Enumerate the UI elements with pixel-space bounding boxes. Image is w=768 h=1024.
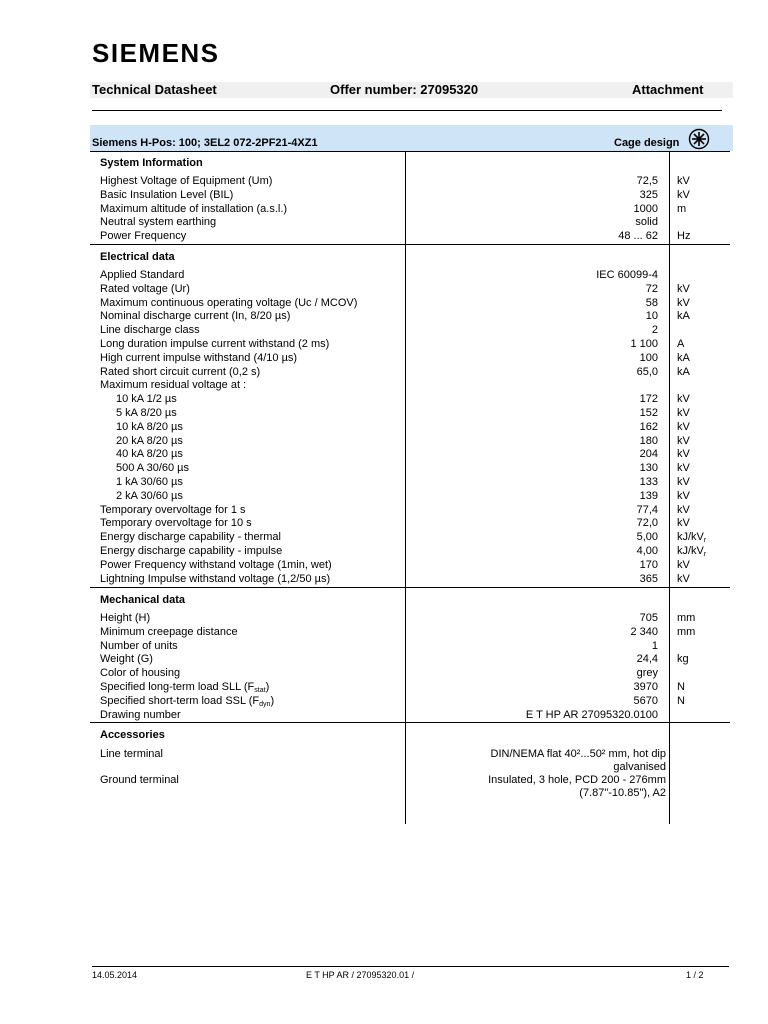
header-title: Technical Datasheet — [92, 82, 217, 97]
row-value: 72,0 — [636, 517, 658, 530]
table-row — [90, 189, 730, 203]
row-unit: kA — [677, 365, 690, 378]
row-value: 139 — [639, 489, 658, 502]
row-label: Temporary overvoltage for 10 s — [100, 517, 252, 530]
table-row — [90, 379, 730, 393]
row-unit: kV — [677, 462, 690, 475]
row-unit: mm — [677, 612, 696, 624]
product-name: Siemens H-Pos: 100; 3EL2 072-2PF21-4XZ1 — [92, 137, 318, 149]
row-label: Number of units — [100, 639, 178, 652]
row-value: 130 — [639, 462, 658, 475]
ground-terminal-line-2: (7.87"-10.85"), A2 — [579, 787, 666, 799]
table-row — [90, 640, 730, 654]
row-value: 72,5 — [636, 175, 658, 187]
row-value: E T HP AR 27095320.0100 — [525, 708, 658, 721]
row-label: Maximum continuous operating voltage (Uc / MCOV) — [100, 296, 358, 309]
row-label: Rated short circuit current (0,2 s) — [100, 365, 261, 378]
row-label: Power Frequency withstand voltage (1min, wet) — [100, 558, 332, 571]
row-value: 705 — [639, 612, 658, 624]
siemens-logo: SIEMENS — [92, 38, 220, 68]
table-top-rule — [90, 151, 730, 152]
table-row — [90, 695, 730, 709]
footer-page-number: 1 / 2 — [686, 970, 704, 980]
footer-document-id: E T HP AR / 27095320.01 / — [306, 970, 415, 980]
table-row — [90, 681, 730, 695]
row-value: 65,0 — [636, 365, 658, 378]
row-value: 2 — [651, 324, 658, 337]
table-row — [90, 653, 730, 667]
cage-design-label: Cage design — [614, 137, 680, 149]
table-row — [90, 421, 730, 435]
line-terminal-value — [386, 748, 666, 774]
row-value: 1 100 — [630, 338, 658, 350]
table-row — [90, 667, 730, 681]
document-header — [90, 82, 733, 98]
row-value: 24,4 — [636, 653, 658, 666]
row-label: Basic Insulation Level (BIL) — [100, 188, 234, 201]
section-title-accessories: Accessories — [100, 729, 165, 741]
table-row — [90, 476, 730, 490]
section-title-system-information: System Information — [100, 157, 203, 169]
section-title-mechanical-data: Mechanical data — [100, 594, 185, 606]
row-value: 325 — [639, 188, 658, 201]
section-title-electrical-data: Electrical data — [100, 251, 175, 263]
row-label: 1 kA 30/60 µs — [116, 476, 183, 488]
table-row — [90, 230, 730, 244]
ground-terminal-value — [386, 774, 666, 800]
row-unit: kV — [677, 572, 690, 585]
line-terminal-line-1: DIN/NEMA flat 40²...50² mm, hot dip — [490, 748, 666, 760]
table-row — [90, 504, 730, 518]
table-row — [90, 338, 730, 352]
row-label: Specified long-term load SLL $(F_{stat})$ — [100, 681, 270, 694]
line-terminal-line-2: galvanised — [613, 761, 666, 773]
table-row — [90, 559, 730, 573]
row-label: Long duration impulse current withstand (2 ms) — [100, 338, 330, 350]
row-value: 180 — [639, 434, 658, 447]
row-unit: mm — [677, 625, 696, 638]
attachment-label: Attachment — [632, 82, 704, 97]
table-row — [90, 366, 730, 380]
table-row — [90, 517, 730, 531]
footer-divider — [92, 966, 729, 967]
row-value: 5,00 — [636, 531, 658, 544]
row-unit: kV — [677, 420, 690, 433]
table-row — [90, 203, 730, 217]
row-label: 10 kA 1/2 µs — [116, 393, 177, 406]
row-unit: m — [677, 202, 687, 215]
row-unit: kV — [677, 188, 690, 201]
row-label: Lightning Impulse withstand voltage (1,2/50 µs) — [100, 572, 331, 585]
row-value: 100 — [639, 351, 658, 364]
row-label: 5 kA 8/20 µs — [116, 407, 177, 419]
table-row — [90, 531, 730, 545]
table-row — [90, 216, 730, 230]
row-label: High current impulse withstand (4/10 µs) — [100, 351, 298, 364]
table-row — [90, 269, 730, 283]
row-value: 162 — [639, 420, 658, 433]
table-row — [90, 175, 730, 189]
row-unit: kV — [677, 448, 690, 461]
row-value: solid — [635, 216, 658, 229]
row-value: 58 — [645, 296, 658, 309]
table-row — [90, 324, 730, 338]
row-label: Line discharge class — [100, 324, 200, 337]
row-unit: $kJ/kV_r$ — [677, 545, 707, 558]
row-label: Energy discharge capability - impulse — [100, 545, 283, 557]
row-unit: kg — [677, 653, 689, 666]
row-label: Maximum altitude of installation (a.s.l.) — [100, 202, 288, 215]
row-label: Specified short-term load SSL $(F_{dyn})$ — [100, 694, 275, 708]
row-label: Energy discharge capability - thermal — [100, 531, 281, 544]
row-value: 170 — [639, 558, 658, 571]
row-value: 72 — [645, 282, 658, 295]
offer-number: Offer number: 27095320 — [330, 82, 479, 97]
row-label: Minimum creepage distance — [100, 625, 238, 638]
product-bar — [90, 125, 733, 151]
section-rule — [90, 587, 730, 588]
row-unit: kV — [677, 476, 690, 488]
row-label: Highest Voltage of Equipment (Um) — [100, 175, 273, 187]
row-unit: kV — [677, 393, 690, 406]
row-label: Maximum residual voltage at : — [100, 379, 247, 392]
row-unit: Hz — [677, 230, 691, 243]
row-value: 152 — [639, 407, 658, 419]
table-row — [90, 612, 730, 626]
row-unit: N — [677, 694, 685, 707]
header-divider — [92, 110, 722, 111]
row-unit: kV — [677, 558, 690, 571]
row-unit: kV — [677, 175, 690, 187]
row-label: 10 kA 8/20 µs — [116, 420, 183, 433]
row-label: 2 kA 30/60 µs — [116, 489, 183, 502]
row-value: IEC 60099-4 — [596, 269, 658, 281]
row-value: 3970 — [633, 681, 658, 693]
cage-design-icon — [688, 128, 710, 150]
table-row — [90, 407, 730, 421]
row-unit: A — [677, 338, 685, 350]
row-unit: kV — [677, 489, 690, 502]
row-value: 10 — [645, 310, 658, 323]
row-unit: kV — [677, 517, 690, 530]
table-row — [90, 709, 730, 723]
row-value: 48 ... 62 — [618, 230, 658, 243]
table-row — [90, 448, 730, 462]
row-label: Height (H) — [100, 612, 151, 624]
table-row — [90, 573, 730, 587]
line-terminal-label: Line terminal — [100, 748, 163, 760]
row-unit: $kJ/kV_r$ — [677, 531, 707, 545]
row-unit: kV — [677, 282, 690, 295]
row-unit: kV — [677, 434, 690, 447]
table-row — [90, 283, 730, 297]
row-unit: kV — [677, 503, 690, 516]
row-label: Weight (G) — [100, 653, 153, 666]
row-value: 77,4 — [636, 503, 658, 516]
row-value: 133 — [639, 476, 658, 488]
row-value: 204 — [639, 448, 658, 461]
row-label: Applied Standard — [100, 269, 185, 281]
row-value: 1000 — [633, 202, 658, 215]
row-value: 172 — [639, 393, 658, 406]
row-unit: kV — [677, 407, 690, 419]
row-label: 500 A 30/60 µs — [116, 462, 190, 475]
table-row — [90, 462, 730, 476]
table-row — [90, 297, 730, 311]
row-unit: kV — [677, 296, 690, 309]
row-value: 365 — [639, 572, 658, 585]
row-value: 4,00 — [636, 545, 658, 557]
row-label: Drawing number — [100, 708, 181, 721]
table-row — [90, 310, 730, 324]
row-unit: kA — [677, 310, 690, 323]
row-value: 1 — [651, 639, 658, 652]
ground-terminal-line-1: Insulated, 3 hole, PCD 200 - 276mm — [488, 774, 666, 786]
row-value: 2 340 — [630, 625, 658, 638]
row-unit: kA — [677, 351, 690, 364]
table-row — [90, 545, 730, 559]
table-row — [90, 490, 730, 504]
table-row — [90, 393, 730, 407]
row-label: Neutral system earthing — [100, 216, 217, 229]
table-row — [90, 626, 730, 640]
row-label: Power Frequency — [100, 230, 187, 243]
row-label: Temporary overvoltage for 1 s — [100, 503, 246, 516]
row-unit: N — [677, 681, 685, 693]
row-value: grey — [636, 667, 658, 680]
row-value: 5670 — [633, 694, 658, 707]
row-label: 40 kA 8/20 µs — [116, 448, 183, 461]
row-label: Rated voltage (Ur) — [100, 282, 190, 295]
footer-date: 14.05.2014 — [92, 970, 138, 980]
ground-terminal-label: Ground terminal — [100, 774, 179, 786]
row-label: 20 kA 8/20 µs — [116, 434, 183, 447]
table-row — [90, 352, 730, 366]
table-row — [90, 435, 730, 449]
row-label: Nominal discharge current (In, 8/20 µs) — [100, 310, 291, 323]
row-label: Color of housing — [100, 667, 181, 680]
